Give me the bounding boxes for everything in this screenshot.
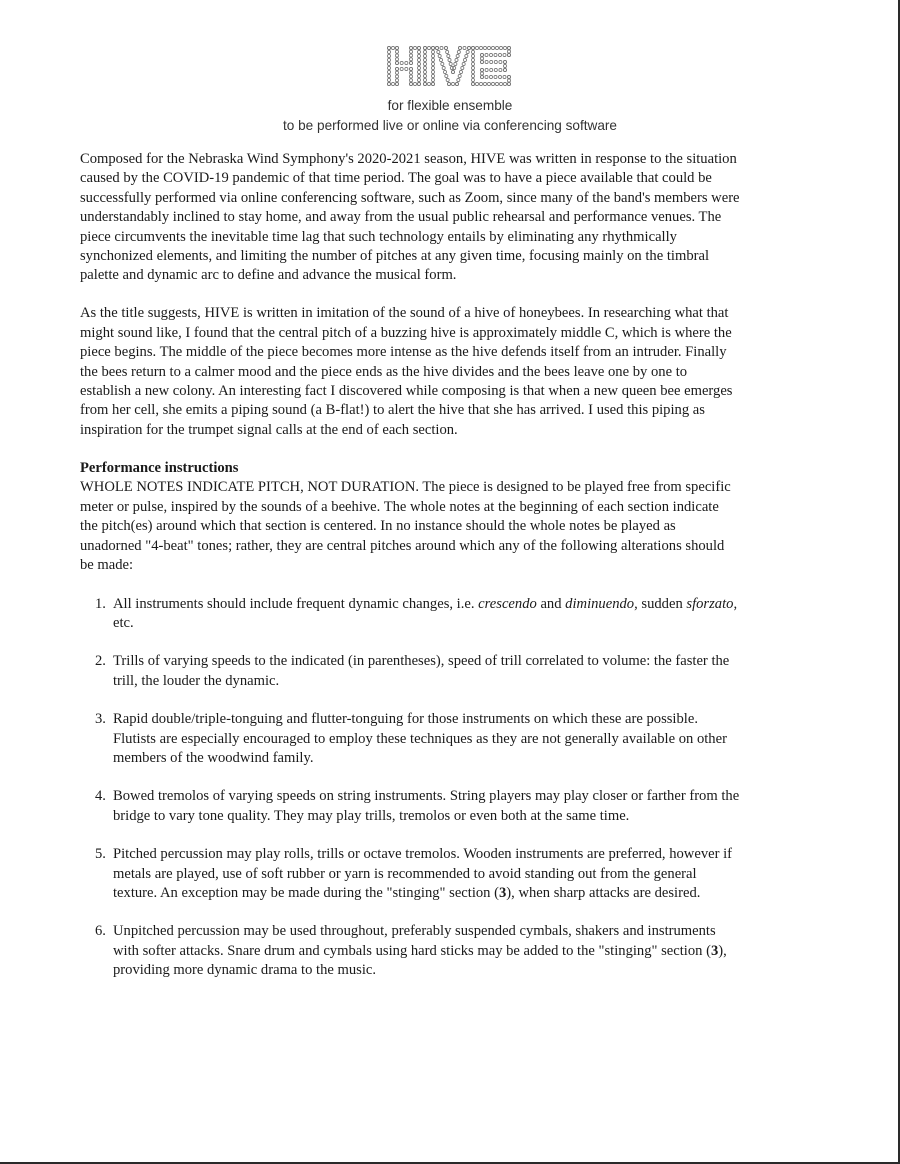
- list-number: 6.: [95, 923, 106, 940]
- list-item-text: Rapid double/triple-tonguing and flutter-tonguing for those instruments on which these are possible. Flutists are especially encouraged to employ these techniques as they are not generally available on other members of the woodwind family.: [113, 711, 727, 766]
- list-number: 3.: [95, 711, 106, 728]
- list-item-text: and: [536, 595, 566, 612]
- intro-paragraph-2: As the title suggests, HIVE is written in imitation of the sound of a hive of honeybees. In researching what that might sound like, I found that the central pitch of a buzzing hive is approximately middle C, which is where the piece begins. The middle of the piece becomes more intense as the hive defends itself from an intruder. Finally the bees return to a calmer mood and the piece ends as the hive divides and the bees leave one by one to establish a new colony. An interesting fact I discovered while composing is that when a new queen bee emerges from her cell, she emits a piping sound (a B-flat!) to alert the hive that she has arrived. I used this piping as inspiration for the trumpet signal calls at the end of each section.: [80, 305, 733, 438]
- instruction-list: [80, 595, 740, 981]
- hive-logo: [385, 44, 515, 88]
- list-item-text: , etc.: [113, 595, 738, 631]
- list-item: [80, 710, 740, 768]
- performance-heading: Performance instructions: [80, 459, 239, 476]
- subtitle-ensemble: for flexible ensemble: [387, 98, 513, 113]
- list-item-text: ), when sharp attacks are desired.: [506, 884, 701, 901]
- section-number: 3: [710, 942, 719, 959]
- intro-paragraph-1: Composed for the Nebraska Wind Symphony's 2020-2021 season, HIVE was written in response to the situation caused by the COVID-19 pandemic of that time period. The goal was to have a piece available that could be successfully performed via online conferencing software, such as Zoom, since many of the band's members were understandably inclined to stay home, and away from the usual public rehearsal and performance venues. The piece circumvents the inevitable time lag that such technology entails by eliminating any rhythmically synchonized elements, and limiting the number of pitches at any given time, focusing mainly on the timbral palette and dynamic arc to define and advance the musical form.: [80, 151, 740, 284]
- list-item-text: Bowed tremolos of varying speeds on string instruments. String players may play closer or farther from the bridge to vary tone quality. They may play trills, tremolos or even both at the same time.: [113, 788, 740, 824]
- list-number: 1.: [95, 595, 106, 612]
- document-body: [80, 150, 740, 1000]
- title-block: [0, 44, 900, 136]
- list-item-text: ), providing more dynamic drama to the music.: [113, 942, 727, 979]
- list-number: 2.: [95, 653, 106, 670]
- section-number: 3: [499, 884, 507, 901]
- term-sforzato: sforzato: [686, 595, 734, 612]
- term-diminuendo: diminuendo: [565, 595, 635, 612]
- list-item-text: Unpitched percussion may be used throughout, preferably suspended cymbals, shakers and instruments with softer attacks. Snare drum and cymbals using hard sticks may be added to the "stinging" section (: [113, 923, 716, 959]
- list-item: [80, 922, 740, 980]
- list-item-text: , sudden: [634, 595, 687, 612]
- list-number: 4.: [95, 788, 106, 805]
- subtitle-performance-medium: to be performed live or online via conferencing software: [283, 118, 617, 133]
- list-item: [80, 595, 740, 634]
- list-item: [80, 845, 740, 903]
- list-item: [80, 787, 740, 826]
- list-item-text: Trills of varying speeds to the indicated (in parentheses), speed of trill correlated to volume: the faster the trill, the louder the dynamic.: [113, 653, 730, 689]
- list-number: 5.: [95, 846, 106, 863]
- list-item-text: Pitched percussion may play rolls, trills or octave tremolos. Wooden instruments are preferred, however if metals are played, use of soft rubber or yarn is recommended to avoid standing out from the general texture. An exception may be made during the "stinging" section (: [113, 846, 733, 901]
- performance-intro: WHOLE NOTES INDICATE PITCH, NOT DURATION. The piece is designed to be played free from specific meter or pulse, inspired by the sounds of a beehive. The whole notes at the beginning of each section indicate the pitch(es) around which that section is centered. In no instance should the whole notes be played as unadorned "4-beat" tones; rather, they are central pitches around which any of the following alterations should be made:: [80, 479, 731, 573]
- term-crescendo: crescendo: [478, 595, 537, 612]
- list-item: [80, 652, 740, 691]
- list-item-text: All instruments should include frequent dynamic changes, i.e.: [113, 595, 479, 612]
